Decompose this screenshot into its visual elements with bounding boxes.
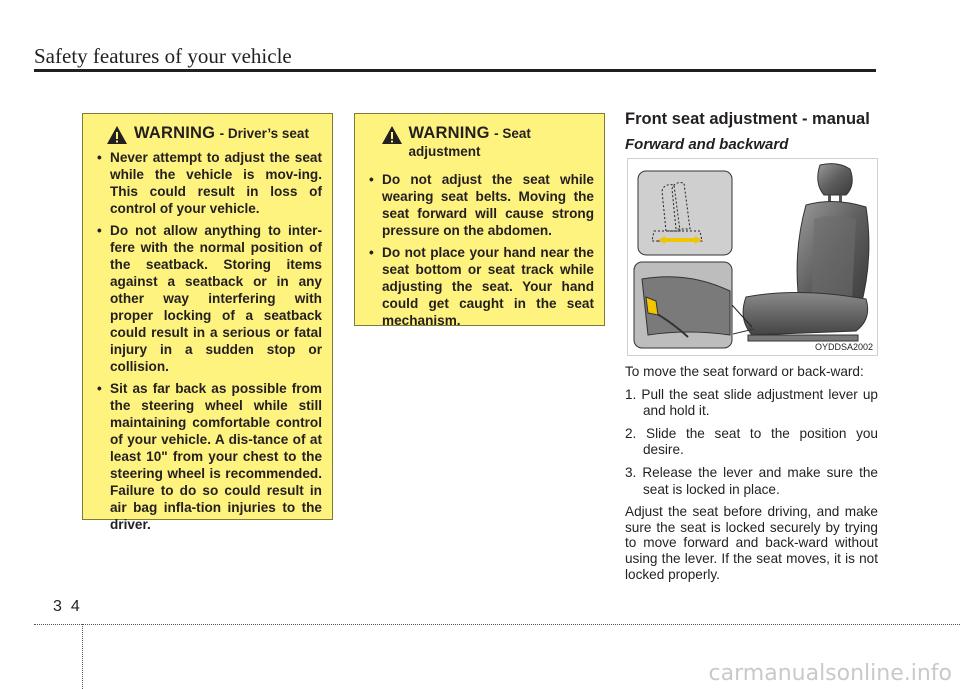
header-rule [34, 69, 876, 72]
warning-subtitle: - Seat adjustment [408, 126, 531, 159]
warning-word: WARNING [134, 124, 216, 142]
warning-item: • Do not adjust the seat while wearing seat belts. Moving the seat forward will cause strong pressure on the abdomen. [369, 172, 594, 238]
warning-box-driver-seat [82, 113, 333, 532]
closing-text: Adjust the seat before driving, and make sure the seat is locked securely by trying to move forward and back-ward without using the lever. If the seat moves, it is not locked properly. [625, 504, 878, 582]
step-item: 1. Pull the seat slide adjustment lever up and hold it. [625, 386, 878, 419]
page-number: 34 [53, 598, 89, 615]
warning-triangle-icon [381, 125, 403, 145]
warning-item: • Sit as far back as possible from the steering wheel while still maintaining comfortable control of your vehicle. A dis-tance of at least 10" from your chest to the steering wheel is recommended. Failure to do so could result in air bag infla-tion injuries to the driver. [97, 381, 322, 532]
warning-subtitle: - Driver’s seat [219, 126, 309, 141]
warning-item: • Do not allow anything to inter-fere with the normal position of the seatback. Storing items against a seatback or in any other way interfering with proper locking of a seatback could result in a serious or fatal injury in a sudden stop or collision. [97, 223, 322, 374]
intro-text: To move the seat forward or back-ward: [625, 364, 864, 379]
bullet-dot: • [97, 381, 102, 396]
watermark: carmanualsonline.info [708, 661, 952, 686]
warning-word: WARNING [408, 124, 490, 142]
warning-heading [365, 124, 594, 161]
seat-illustration [628, 159, 878, 356]
warning-triangle-icon [106, 125, 128, 145]
warning-box-seat-adjustment [354, 113, 605, 326]
bullet-dot: • [369, 172, 374, 187]
bullet-dot: • [97, 150, 102, 165]
footer-divider [82, 624, 83, 689]
section-subtitle: Forward and backward [625, 136, 789, 153]
section-title: Front seat adjustment - manual [625, 110, 870, 128]
warning-item: • Never attempt to adjust the seat while the vehicle is mov-ing. This could result in loss of control of your vehicle. [97, 150, 322, 216]
seat-figure [627, 158, 878, 356]
step-item: 3. Release the lever and make sure the seat is locked in place. [625, 464, 878, 497]
footer-rule [34, 624, 960, 625]
section-body [625, 364, 878, 588]
bullet-dot: • [97, 223, 102, 238]
warning-item: • Do not place your hand near the seat bottom or seat track while adjusting the seat. Your hand could get caught in the seat mechanism. [369, 245, 594, 328]
warning-heading [93, 124, 322, 145]
bullet-dot: • [369, 245, 374, 260]
step-item: 2. Slide the seat to the position you desire. [625, 425, 878, 458]
page-header-title: Safety features of your vehicle [34, 44, 292, 68]
figure-code: OYDDSA2002 [814, 342, 873, 352]
